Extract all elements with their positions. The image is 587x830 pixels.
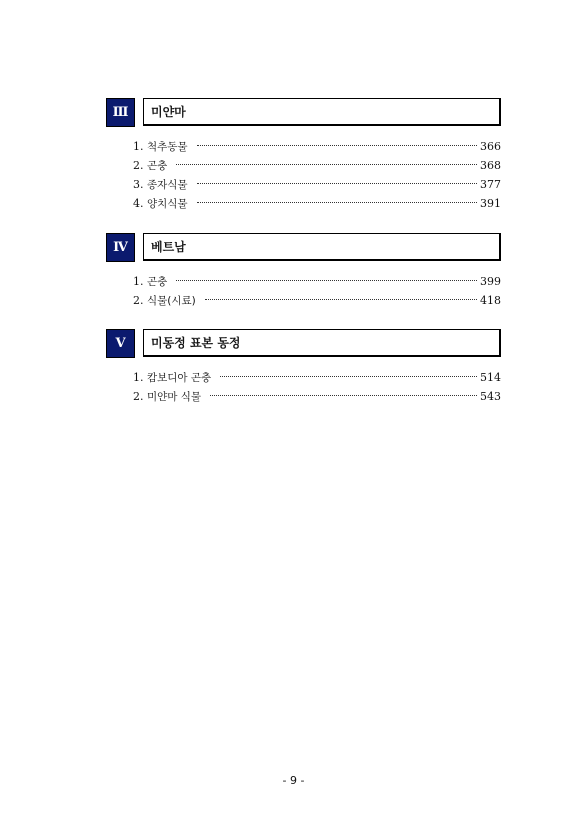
entry-title: 곤충 <box>147 160 168 172</box>
toc-entry-list <box>106 137 501 213</box>
entry-page-number: 377 <box>480 178 501 191</box>
dot-leader <box>176 280 477 281</box>
toc-entry-list <box>106 272 501 310</box>
entry-page-number: 399 <box>480 275 501 288</box>
dot-leader <box>220 376 477 377</box>
toc-entry-list <box>106 368 501 406</box>
entry-page-number: 368 <box>480 159 501 172</box>
entry-number: 2. <box>133 159 144 172</box>
page-footer-number: - 9 - <box>282 774 305 787</box>
dot-leader <box>210 395 477 396</box>
toc-entry[interactable] <box>133 291 501 310</box>
entry-page-number: 418 <box>480 294 501 307</box>
toc-entry[interactable] <box>133 156 501 175</box>
entry-title: 캄보디아 곤충 <box>147 372 212 384</box>
toc-section-4 <box>106 233 501 310</box>
toc-entry[interactable] <box>133 194 501 213</box>
entry-number: 1. <box>133 275 144 288</box>
entry-page-number: 391 <box>480 197 501 210</box>
entry-page-number: 543 <box>480 390 501 403</box>
entry-page-number: 366 <box>480 140 501 153</box>
entry-title: 식물(시료) <box>147 295 196 307</box>
toc-entry[interactable] <box>133 137 501 156</box>
toc-section-5 <box>106 329 501 406</box>
section-header <box>106 329 501 358</box>
section-title: 베트남 <box>143 233 501 261</box>
dot-leader <box>176 164 477 165</box>
entry-number: 1. <box>133 140 144 153</box>
section-title: 미동정 표본 동정 <box>143 329 501 357</box>
toc-entry[interactable] <box>133 175 501 194</box>
entry-title: 미얀마 식물 <box>147 391 202 403</box>
entry-title: 종자식물 <box>147 179 188 191</box>
toc-entry[interactable] <box>133 387 501 406</box>
entry-title: 양치식물 <box>147 198 188 210</box>
section-title: 미얀마 <box>143 98 501 126</box>
entry-number: 2. <box>133 390 144 403</box>
dot-leader <box>197 183 477 184</box>
entry-number: 4. <box>133 197 144 210</box>
dot-leader <box>205 299 477 300</box>
dot-leader <box>197 202 477 203</box>
section-header <box>106 233 501 262</box>
entry-title: 척추동물 <box>147 141 188 153</box>
section-numeral: Ⅳ <box>106 233 135 262</box>
section-header <box>106 98 501 127</box>
entry-number: 2. <box>133 294 144 307</box>
dot-leader <box>197 145 477 146</box>
section-numeral: Ⅴ <box>106 329 135 358</box>
entry-number: 1. <box>133 371 144 384</box>
entry-number: 3. <box>133 178 144 191</box>
toc-entry[interactable] <box>133 272 501 291</box>
toc-section-3 <box>106 98 501 213</box>
entry-page-number: 514 <box>480 371 501 384</box>
toc-entry[interactable] <box>133 368 501 387</box>
entry-title: 곤충 <box>147 276 168 288</box>
section-numeral: Ⅲ <box>106 98 135 127</box>
